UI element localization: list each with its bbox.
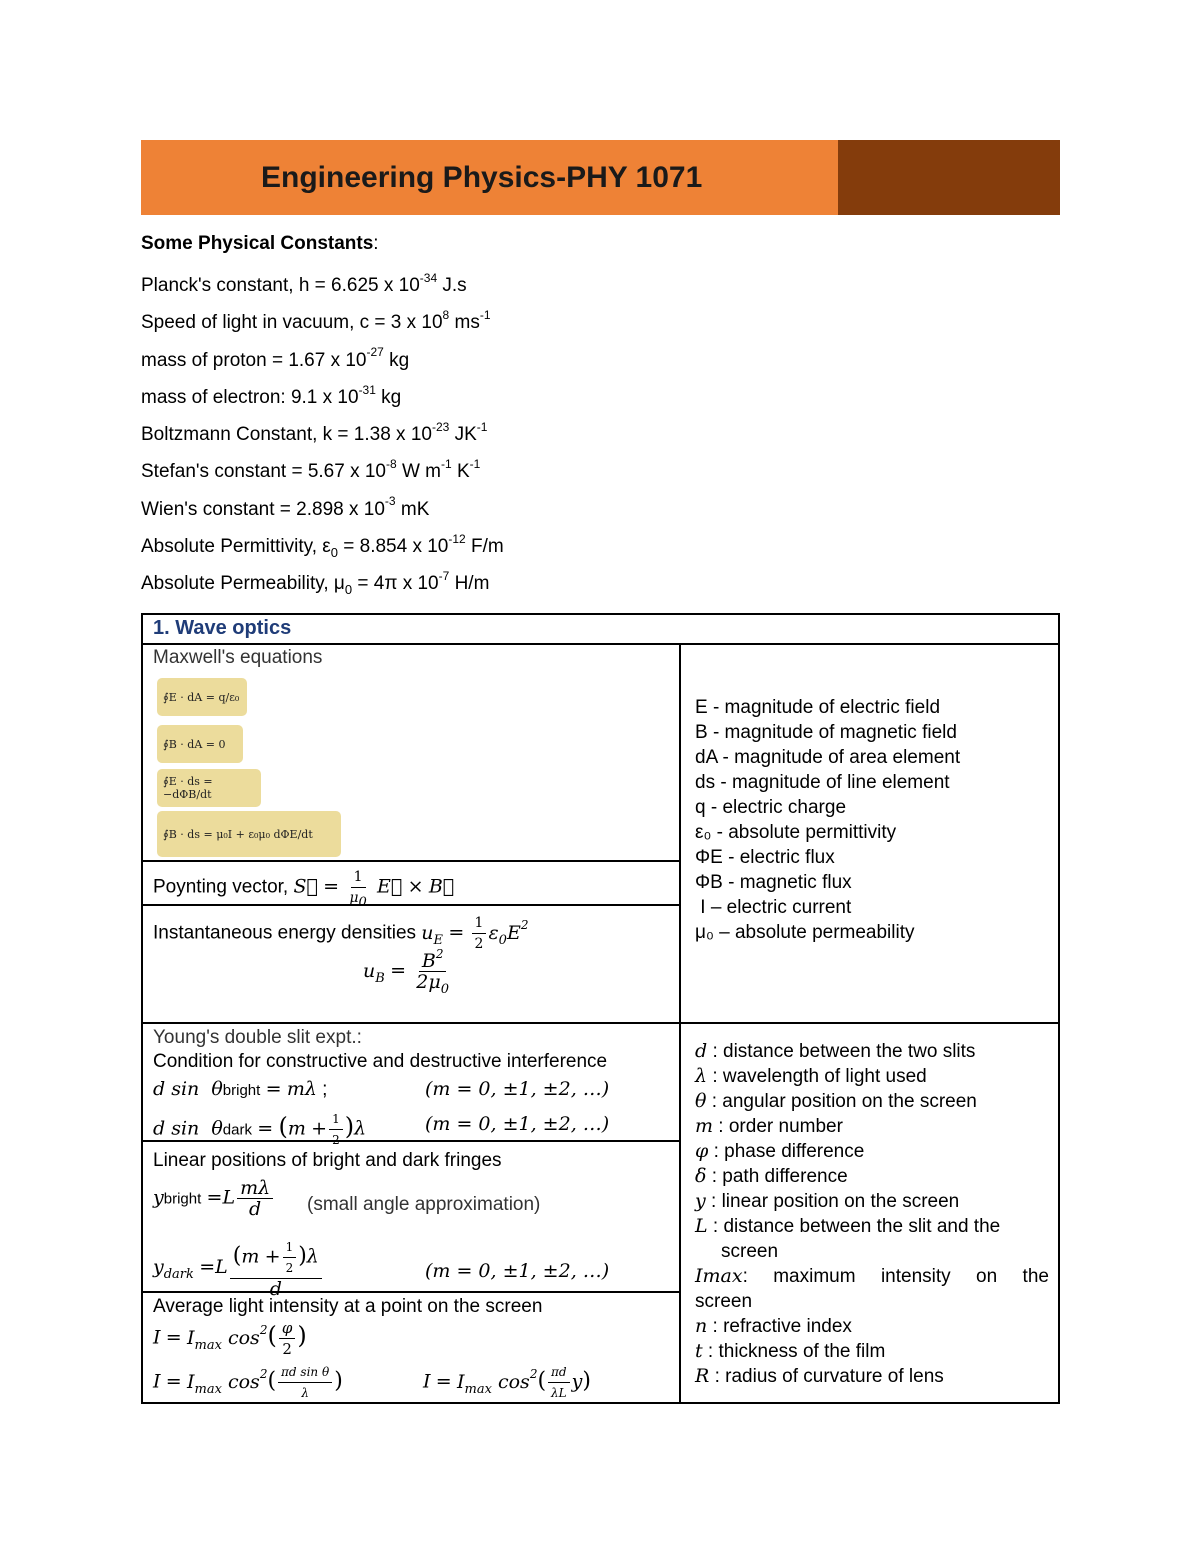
gauss-magnetism-equation: ∮B · dA = 0 (157, 725, 243, 763)
legend-item: δ : path difference (695, 1165, 848, 1187)
gauss-law-equation: ∮E · dA = q/ε₀ (157, 678, 247, 716)
legend-item: L : distance between the slit and the (695, 1215, 1001, 1237)
interference-condition: Condition for constructive and destructive interference (153, 1051, 608, 1072)
row-divider (143, 1022, 1060, 1024)
constant-permittivity: Absolute Permittivity, $\varepsilon_0 = 8.854$ x $10^{-12}$ F/m (141, 531, 504, 560)
constant-planck: Planck's constant, h = 6.625 x $10^{-34}$ J.s (141, 270, 467, 296)
legend-item: ΦE - electric flux (695, 847, 835, 868)
legend-item: θ : angular position on the screen (695, 1090, 977, 1112)
energy-density-electric: Instantaneous energy densities $u_E$ = $\frac{1}{2}$ $\varepsilon_0E^2$ (153, 915, 529, 952)
legend-item: λ : wavelength of light used (695, 1065, 927, 1087)
legend-item: d : distance between the two slits (695, 1040, 976, 1062)
legend-item: I – electric current (695, 897, 852, 918)
intensity-position-equation: $I = I_{max}$ $\cos^2$( $\frac{\pi d}{\lambda L}$ y) (423, 1362, 591, 1403)
bright-fringe-position: ybright =L $\frac{m\lambda}{d}$ (153, 1178, 275, 1219)
intensity-label: Average light intensity at a point on the screen (153, 1296, 543, 1317)
legend-item: ds - magnitude of line element (695, 772, 950, 793)
young-label: Young's double slit expt.: (153, 1027, 362, 1048)
intensity-phase-equation: $I = I_{max}$ $\cos^2$( $\frac{\varphi}{2}$ ) (153, 1319, 307, 1358)
banner-orange-block (141, 140, 838, 215)
legend-interference (695, 1039, 1049, 1389)
constant-permeability: Absolute Permeability, $\mu_0 = 4\pi$ x $10^{-7}$ H/m (141, 569, 490, 598)
constant-boltzmann: Boltzmann Constant, k = 1.38 x $10^{-23}$ $JK^{-1}$ (141, 419, 488, 446)
row-divider (143, 860, 680, 862)
legend-item: E - magnitude of electric field (695, 697, 941, 718)
banner-brown-block (838, 140, 1060, 215)
legend-electromagnetic (695, 695, 960, 945)
constant-electron-mass: mass of electron: 9.1 x $10^{-31}$ kg (141, 382, 402, 408)
legend-item: q - electric charge (695, 797, 847, 818)
maxwell-label: Maxwell's equations (153, 647, 323, 668)
legend-item: φ : phase difference (695, 1140, 865, 1162)
legend-item: screen (721, 1241, 779, 1262)
legend-item: B - magnitude of magnetic field (695, 722, 957, 743)
legend-item: t : thickness of the film (695, 1340, 886, 1362)
poynting-vector: Poynting vector, S⃗ = $\frac{1}{\mu_0}$ E⃗ × B⃗ (153, 869, 455, 910)
constant-speed-of-light: Speed of light in vacuum, c = 3 x $10^8$ $ms^{-1}$ (141, 307, 491, 334)
fringes-label: Linear positions of bright and dark fringes (153, 1150, 502, 1171)
section-title: 1. Wave optics (143, 615, 1058, 645)
legend-item: ΦB - magnetic flux (695, 872, 852, 893)
legend-item: screen (695, 1291, 753, 1312)
physical-constants (141, 233, 504, 608)
faraday-law-equation: ∮E · ds = −dΦB/dt (157, 769, 261, 807)
order-values: (m = 0, ±1, ±2, …) (425, 1078, 610, 1100)
title-banner (141, 140, 1060, 215)
legend-item: dA - magnitude of area element (695, 747, 961, 768)
legend-item: m : order number (695, 1115, 843, 1137)
legend-item: n : refractive index (695, 1315, 852, 1337)
ampere-maxwell-equation: ∮B · ds = μ₀I + ε₀μ₀ dΦE/dt (157, 811, 341, 857)
dark-condition: d sin θdark = (m + $\frac{1}{2}$ )λ (153, 1109, 366, 1150)
bright-condition: d sin θbright = mλ ; (153, 1078, 328, 1100)
legend-item: Imax: maximum intensity on the (695, 1265, 1049, 1287)
legend-item: μ₀ – absolute permeability (695, 922, 915, 943)
page-title: Engineering Physics-PHY 1071 (261, 160, 703, 194)
legend-item: ε₀ - absolute permittivity (695, 822, 897, 843)
order-values: (m = 0, ±1, ±2, …) (425, 1113, 610, 1135)
order-values: (m = 0, ±1, ±2, …) (425, 1260, 610, 1282)
legend-item: R : radius of curvature of lens (695, 1365, 944, 1387)
constant-stefan: Stefan's constant = 5.67 x $10^{-8}$ W $m^{-1}$ $K^{-1}$ (141, 457, 481, 483)
legend-item: y : linear position on the screen (695, 1190, 960, 1212)
small-angle-note: (small angle approximation) (307, 1194, 541, 1215)
intensity-angle-equation: $I = I_{max}$ $\cos^2$( $\frac{\text{πd sin θ}}{\lambda}$ ) (153, 1362, 343, 1403)
energy-density-magnetic: $u_B$ = $\frac{B^2}{2\mu_0}$ (363, 946, 450, 997)
wave-optics-table (141, 613, 1060, 1404)
constant-proton-mass: mass of proton = 1.67 x $10^{-27}$ kg (141, 345, 410, 371)
constant-wien: Wien's constant = 2.898 x $10^{-3}$ mK (141, 494, 430, 520)
dark-fringe-position: $y_{dark} =L$ (m + $\frac{1}{2}$ )λ d (153, 1237, 324, 1299)
constants-heading: Some Physical Constants: (141, 233, 379, 254)
